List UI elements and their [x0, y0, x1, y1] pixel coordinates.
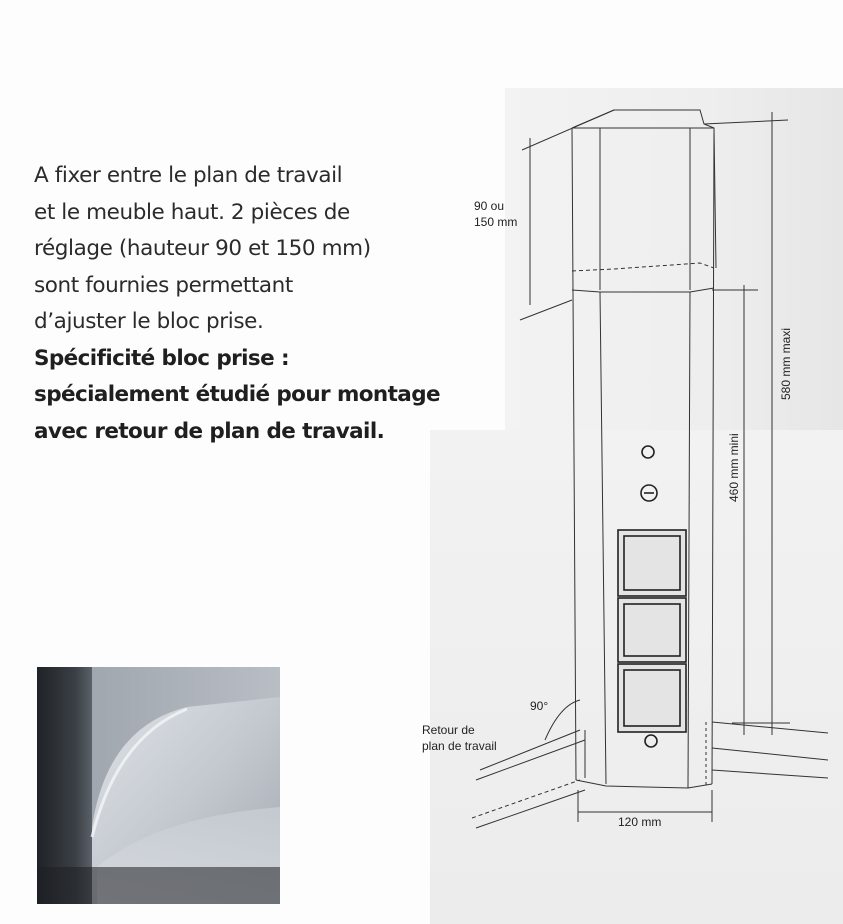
- worktop-right-top: [712, 722, 828, 733]
- socket-outlet-2: [618, 598, 686, 662]
- label-adjust-height-1: 90 ou: [474, 199, 505, 213]
- return-worktop-base: [476, 790, 585, 828]
- label-return-1: Retour de: [422, 723, 475, 737]
- column-left-inner: [600, 292, 606, 784]
- column-right-edge: [712, 128, 714, 784]
- socket-outlet-1: [618, 530, 686, 596]
- worktop-right-mid: [712, 748, 828, 760]
- indicator-light-top: [642, 446, 654, 458]
- worktop-right-low: [712, 770, 828, 778]
- description-line-3: réglage (hauteur 90 et 150 mm): [34, 236, 371, 261]
- column-right-inner: [688, 292, 690, 788]
- column-left-edge: [572, 128, 576, 780]
- column-top-outline: [572, 110, 716, 268]
- specificity-heading: Spécificité bloc prise :: [34, 345, 289, 371]
- description-line-1: A fixer entre le plan de travail: [34, 163, 343, 188]
- label-min-height: 460 mm mini: [727, 433, 741, 502]
- dim-max-top: [704, 120, 788, 124]
- socket-outlet-3: [618, 664, 686, 732]
- dim-top-extension-2: [520, 300, 572, 320]
- specificity-line-1: spécialement étudié pour montage: [34, 382, 440, 407]
- indicator-light-bottom: [645, 735, 657, 747]
- specificity-line-2: avec retour de plan de travail.: [34, 418, 385, 444]
- adjustment-joint-dashed: [572, 263, 714, 271]
- label-max-height: 580 mm maxi: [779, 327, 793, 400]
- angle-arc: [545, 700, 580, 740]
- column-bottom: [576, 780, 712, 788]
- adjustment-joint: [572, 288, 714, 292]
- return-worktop-lower: [472, 780, 580, 818]
- label-width: 120 mm: [618, 815, 662, 829]
- description-line-4: sont fournies permettant: [34, 272, 293, 298]
- label-angle: 90°: [530, 699, 549, 713]
- description-line-2: et le meuble haut. 2 pièces de: [34, 199, 350, 225]
- label-return-2: plan de travail: [422, 739, 497, 753]
- label-adjust-height-2: 150 mm: [474, 215, 518, 229]
- description-line-5: d’ajuster le bloc prise.: [34, 309, 264, 334]
